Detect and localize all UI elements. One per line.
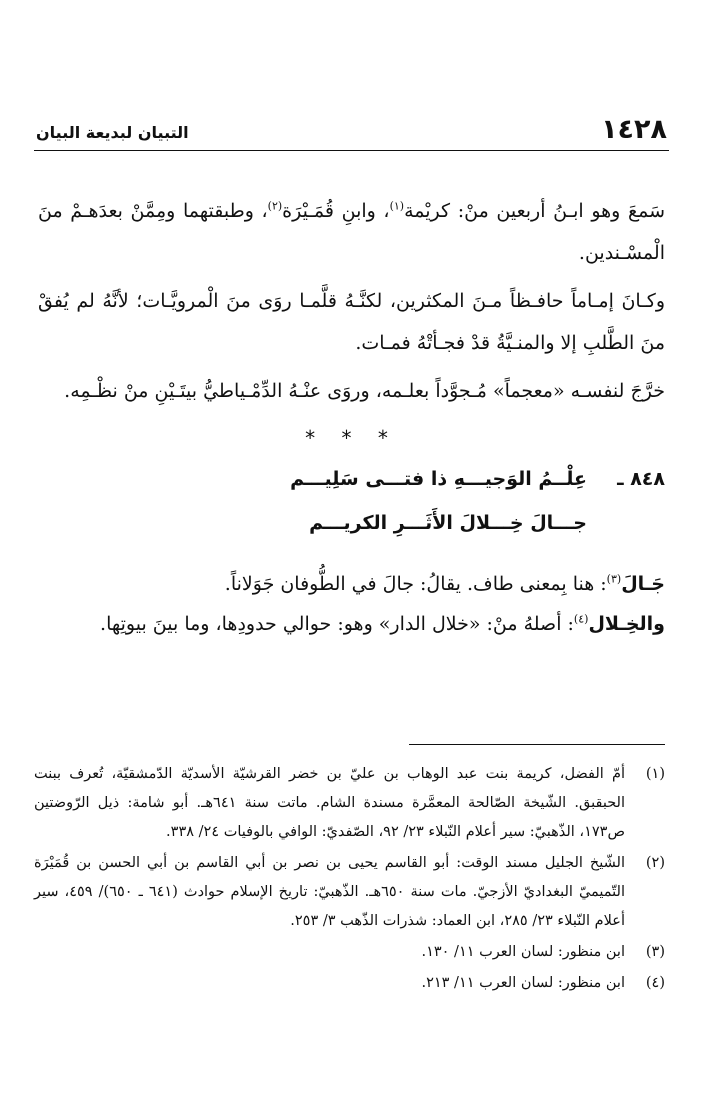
paragraph-2: وكـانَ إمـاماً حافـظاً مـنَ المكثرين، لكنَّـهُ قلَّمـا روَى منَ الْمرويَّـات؛ لأنَّهُ لم يُفقْ منَ الطَّلبِ إلا والمنـيَّةُ قدْ فجـأتْهُ فمـات. bbox=[38, 290, 665, 354]
verse-hemistich-1: عِلْــمُ الوَجيـــهِ ذا فتـــى سَلِيـــم bbox=[290, 468, 587, 490]
footnote-ref-2[interactable]: (٢) bbox=[267, 199, 283, 213]
gloss-2: والخِـلال$^{(٤)}$: أصلهُ منْ: «خلال الدار» وهو: حوالي حدودِها، وما بينَ بيوتِها. bbox=[100, 612, 665, 635]
verse-number: ٨٤٨ ـ bbox=[617, 468, 665, 490]
footnote bbox=[34, 969, 665, 998]
footnote-number: (٢) bbox=[645, 855, 665, 871]
footnote-number: (٣) bbox=[645, 944, 665, 960]
footnote-ref-4[interactable]: (٤) bbox=[573, 612, 589, 626]
verse-hemistich-2: جـــالَ خِـــلالَ الأَثَـــرِ الكريـــم bbox=[309, 512, 587, 534]
verse bbox=[38, 468, 665, 564]
running-title: التبيان لبديعة البيان bbox=[36, 123, 189, 142]
footnote-number: (٤) bbox=[645, 975, 665, 991]
footnote bbox=[34, 938, 665, 967]
footnote-number: (١) bbox=[645, 766, 665, 782]
footnotes bbox=[34, 760, 665, 1000]
footnote-divider bbox=[409, 744, 665, 745]
footnote-text: الشّيخ الجليل مسند الوقت: أبو القاسم يحيى بن نصر بن أبي القاسم بن أبي الحسن بن قُمَيْرَة التّميميّ البغداديّ الأزجيّ. مات سنة ٦٥٠هـ. الذّهبيّ: تاريخ الإسلام حوادث (٦٤١ ـ ٦٥٠)/ ٤٥٩، سير أعلام النّبلاء ٢٣/ ٢٨٥، ابن العماد: شذرات الذّهب ٣/ ٢٥٣. bbox=[34, 855, 625, 929]
section-separator: * * * bbox=[305, 426, 398, 450]
main-text bbox=[38, 190, 665, 644]
footnote bbox=[34, 760, 665, 847]
page-header bbox=[34, 116, 669, 151]
gloss-term: جَـالَ bbox=[621, 573, 665, 595]
footnote-text: ابن منظور: لسان العرب ١١/ ١٣٠. bbox=[421, 944, 625, 960]
footnote bbox=[34, 849, 665, 936]
footnote-ref-3[interactable]: (٣) bbox=[606, 572, 622, 586]
footnote-text: أمّ الفضل، كريمة بنت عبد الوهاب بن عليّ بن خضر القرشيّة الأسديّة الدّمشقيّة، تُعرف ببنت الحبقبق. الشّيخة الصّالحة المعمَّرة مسندة الشام. ماتت سنة ٦٤١هـ. أبو شامة: ذيل الرّوضتين ص١٧٣، الذّهبيّ: سير أعلام النّبلاء ٢٣/ ٩٢، الصّفديّ: الوافي بالوفيات ٢٤/ ٣٣٨. bbox=[34, 766, 625, 840]
gloss-1: جَـالَ$^{(٣)}$: هنا بِمعنى طاف. يقالُ: جالَ في الطُّوفان جَوَلاناً. bbox=[224, 572, 665, 595]
paragraph-1: سَمعَ وهو ابـنُ أربعين منْ: كريْمة$^{(١)}$، وابنِ قُمَـيْرَة$^{(٢)}$، وطبقتهما ومِمَّنْ بعدَهـمْ منَ الْمسْـندين. bbox=[38, 199, 665, 264]
gloss-term: والخِـلال bbox=[588, 613, 665, 635]
page-number: ١٤٢٨ bbox=[601, 114, 667, 145]
paragraph-3: خرَّجَ لنفسـه «معجماً» مُـجوَّداً بعلـمه، وروَى عنْـهُ الدِّمْـياطيُّ بيتَـيْنِ منْ نظْـمِه. bbox=[64, 380, 665, 402]
footnote-ref-1[interactable]: (١) bbox=[389, 199, 405, 213]
footnote-text: ابن منظور: لسان العرب ١١/ ٢١٣. bbox=[421, 975, 625, 991]
